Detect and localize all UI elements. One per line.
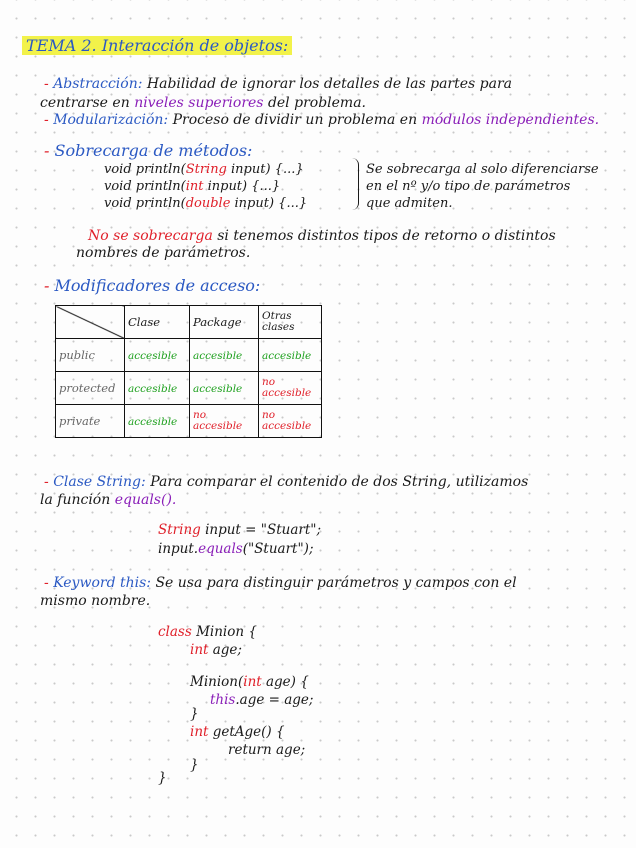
keyword-this-line2: mismo nombre. bbox=[40, 593, 151, 609]
table-row bbox=[56, 372, 322, 405]
println-double-line: void println(double input) {...} bbox=[104, 196, 308, 211]
column-header: Otras clases bbox=[259, 306, 322, 339]
minion-code-line2: int age; bbox=[190, 642, 242, 658]
table-header-row bbox=[56, 306, 322, 339]
table-corner-cell bbox=[56, 306, 125, 339]
minion-code-line3: Minion(int age) { bbox=[190, 674, 309, 690]
minion-code-line9: } bbox=[158, 770, 167, 786]
clase-string-line2: la función equals(). bbox=[40, 492, 177, 508]
sobrecarga-note-line1: No se sobrecarga si tenemos distintos tipos de retorno o distintos bbox=[88, 228, 556, 244]
sobrecarga-explain-3: que admiten. bbox=[366, 196, 453, 211]
modularizacion-line: - Modularización: Proceso de dividir un problema en módulos independientes. bbox=[44, 112, 600, 128]
abstraccion-highlight: niveles superiores bbox=[134, 95, 264, 111]
keyword-this-term: Keyword this: bbox=[53, 575, 152, 591]
access-modifiers-table bbox=[55, 305, 322, 438]
abstraccion-line2: centrarse en niveles superiores del problema. bbox=[40, 95, 366, 111]
table-cell: no accesible bbox=[259, 372, 322, 405]
modularizacion-highlight: módulos independientes. bbox=[421, 112, 600, 128]
modularizacion-term: Modularización: bbox=[53, 112, 169, 128]
table-cell: accesible bbox=[125, 405, 190, 438]
minion-code-line8: } bbox=[190, 757, 199, 773]
minion-code-line5: } bbox=[190, 706, 199, 722]
minion-code-line6: int getAge() { bbox=[190, 724, 285, 740]
table-cell: accesible bbox=[259, 339, 322, 372]
string-code-line2: input.equals("Stuart"); bbox=[158, 541, 314, 557]
table-row bbox=[56, 405, 322, 438]
abstraccion-term: Abstracción: bbox=[53, 76, 143, 92]
clase-string-line1: - Clase String: Para comparar el contenido de dos String, utilizamos bbox=[44, 474, 529, 490]
sobrecarga-heading: - Sobrecarga de métodos: bbox=[44, 141, 253, 160]
table-cell: accesible bbox=[125, 372, 190, 405]
row-header: public bbox=[56, 339, 125, 372]
row-header: private bbox=[56, 405, 125, 438]
keyword-this-line1: - Keyword this: Se usa para distinguir parámetros y campos con el bbox=[44, 575, 517, 591]
grouping-brace bbox=[352, 158, 359, 210]
table-cell: accesible bbox=[190, 339, 259, 372]
column-header: Package bbox=[190, 306, 259, 339]
sobrecarga-explain-1: Se sobrecarga al solo diferenciarse bbox=[366, 162, 599, 177]
minion-code-line1: class Minion { bbox=[158, 624, 257, 640]
page-title: TEMA 2. Interacción de objetos: bbox=[22, 36, 292, 55]
table-cell: no accesible bbox=[190, 405, 259, 438]
sobrecarga-note-line2: nombres de parámetros. bbox=[76, 245, 251, 261]
clase-string-term: Clase String: bbox=[53, 474, 146, 490]
table-cell: accesible bbox=[125, 339, 190, 372]
println-int-line: void println(int input) {...} bbox=[104, 179, 281, 194]
sobrecarga-explain-2: en el nº y/o tipo de parámetros bbox=[366, 179, 571, 194]
abstraccion-line1: - Abstracción: Habilidad de ignorar los detalles de las partes para bbox=[44, 76, 513, 92]
row-header: protected bbox=[56, 372, 125, 405]
table-cell: no accesible bbox=[259, 405, 322, 438]
column-header: Clase bbox=[125, 306, 190, 339]
string-code-line1: String input = "Stuart"; bbox=[158, 522, 322, 538]
println-string-line: void println(String input) {...} bbox=[104, 162, 304, 177]
modificadores-heading: - Modificadores de acceso: bbox=[44, 276, 261, 295]
minion-code-line7: return age; bbox=[228, 742, 306, 758]
table-row bbox=[56, 339, 322, 372]
table-cell: accesible bbox=[190, 372, 259, 405]
minion-code-line4: this.age = age; bbox=[210, 692, 314, 708]
